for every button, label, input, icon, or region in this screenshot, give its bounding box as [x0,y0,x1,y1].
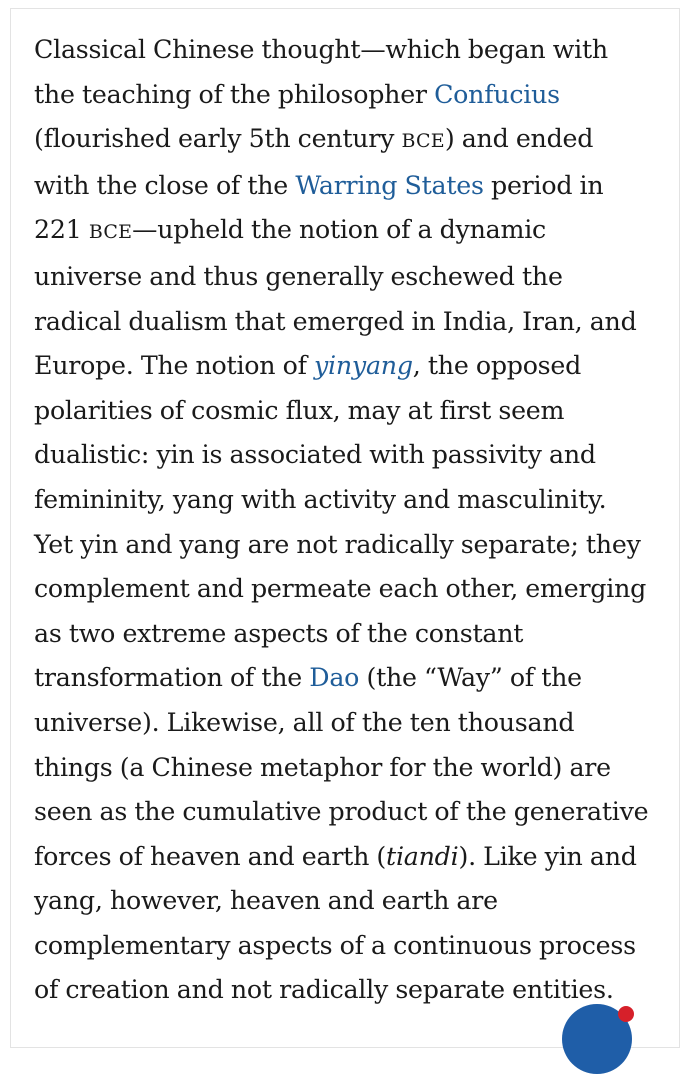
paragraph-line [34,612,674,657]
paragraph-line [34,478,674,523]
text-segment: seen as the cumulative product of the generative [34,797,649,827]
text-segment: as two extreme aspects of the constant [34,618,524,648]
text-segment: Classical Chinese thought—which began with [34,35,608,64]
paragraph-line [34,28,674,73]
paragraph-line [34,835,674,880]
text-segment: (the “Way” of the [359,663,582,693]
paragraph-line [34,523,674,568]
text-segment: universe). Likewise, all of the ten thousand [34,707,575,737]
paragraph-line [34,344,674,389]
text-segment: period in [483,170,604,200]
paragraph-line [34,746,674,791]
paragraph-line [34,879,674,924]
paragraph-line [34,389,674,434]
text-segment: with the close of the [34,170,296,200]
era-abbreviation: BCE [88,221,133,244]
text-segment: , the opposed [412,351,582,381]
text-segment: polarities of cosmic flux, may at first seem [34,395,565,425]
text-segment: complement and permeate each other, emerging [34,574,647,604]
paragraph-line [34,656,674,701]
text-segment: forces of heaven and earth ( [34,841,387,871]
text-segment: Europe. The notion of [34,351,314,381]
text-segment: Yet yin and yang are not radically separate; they [34,529,641,559]
text-segment: tiandi [386,841,459,871]
inline-link-yinyang[interactable]: yinyang [313,351,413,381]
paragraph-line [34,968,674,1013]
paragraph-line [34,701,674,746]
text-segment: of creation and not radically separate entities. [34,975,614,1005]
text-segment: the teaching of the philosopher [34,79,435,109]
inline-link-warring-states[interactable]: Warring States [295,170,484,200]
text-segment: ). Like yin and [458,841,637,871]
text-segment: radical dualism that emerged in India, Iran, and [34,306,637,336]
text-segment: universe and thus generally eschewed the [34,261,563,291]
text-segment: complementary aspects of a continuous process [34,930,636,960]
notification-dot-icon [618,1006,634,1022]
paragraph-line [34,924,674,969]
text-segment: things (a Chinese metaphor for the world) are [34,752,611,782]
era-abbreviation: BCE [401,130,445,153]
text-segment: transformation of the [34,663,310,693]
text-segment: —upheld the notion of a dynamic [132,215,546,245]
paragraph-line [34,208,674,255]
article-paragraph [34,28,674,1013]
text-segment: dualistic: yin is associated with passivity and [34,440,596,470]
paragraph-line [34,73,674,118]
paragraph-line [34,300,674,345]
text-segment: (flourished early 5th century [34,124,402,154]
text-segment: 221 [34,215,89,245]
paragraph-line [34,255,674,300]
inline-link-dao[interactable]: Dao [309,663,360,693]
inline-link-confucius[interactable]: Confucius [434,79,560,109]
paragraph-line [34,790,674,835]
text-segment: ) and ended [444,124,594,154]
paragraph-line [34,567,674,612]
text-segment: yang, however, heaven and earth are [34,886,498,916]
paragraph-line [34,164,674,209]
text-segment: femininity, yang with activity and masculinity. [34,484,607,514]
paragraph-line [34,433,674,478]
paragraph-line [34,117,674,164]
